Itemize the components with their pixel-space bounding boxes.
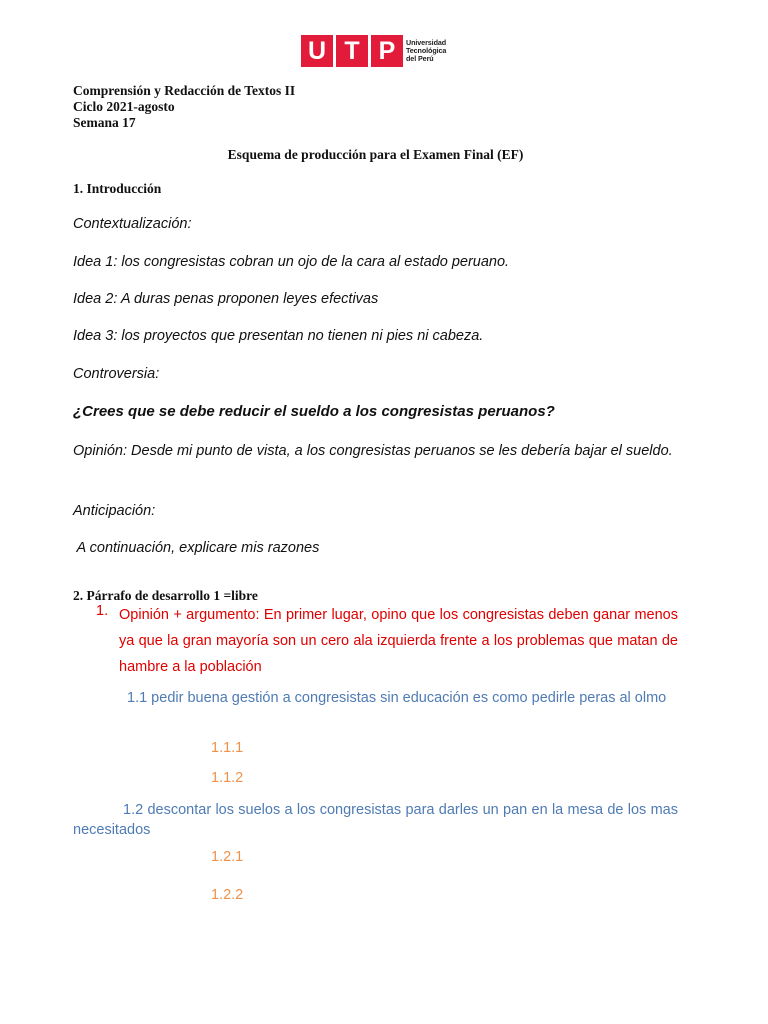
- course-header: [73, 83, 295, 131]
- controversy-question: ¿Crees que se debe reducir el sueldo a los congresistas peruanos?: [73, 403, 555, 420]
- continuation-text: A continuación, explicare mis razones: [73, 540, 320, 556]
- course-name: Comprensión y Redacción de Textos II: [73, 83, 296, 98]
- contextualizacion-label: Contextualización:: [73, 216, 192, 232]
- logo-letter-p: P: [371, 35, 403, 67]
- doc-title: Esquema de producción para el Examen Final (EF): [227, 147, 524, 162]
- subpoint-1-2-2: 1.2.2: [211, 887, 244, 903]
- subpoint-1-2: 1.2 descontar los suelos a los congresistas para darles un pan en la mesa de los mas necesitados: [73, 802, 678, 838]
- intro-heading: 1. Introducción: [73, 181, 162, 196]
- opinion-paragraph: Opinión: Desde mi punto de vista, a los congresistas peruanos se les debería bajar el sueldo.: [73, 443, 673, 459]
- subpoint-1-1: 1.1 pedir buena gestión a congresistas sin educación es como pedirle peras al olmo: [127, 690, 667, 706]
- course-cycle: Ciclo 2021-agosto: [73, 99, 175, 114]
- controversia-label: Controversia:: [73, 366, 160, 382]
- anticipacion-label: Anticipación:: [73, 503, 156, 519]
- logo-letter-u: U: [301, 35, 333, 67]
- list-item-number: 1.: [96, 603, 109, 619]
- idea-2: Idea 2: A duras penas proponen leyes efectivas: [73, 291, 379, 307]
- idea-1: Idea 1: los congresistas cobran un ojo de la cara al estado peruano.: [73, 254, 510, 270]
- logo-letter-t: T: [336, 35, 368, 67]
- logo-line-3: del Perú: [406, 54, 434, 64]
- logo-line-1: Universidad: [406, 38, 447, 47]
- utp-logo: [301, 35, 461, 67]
- subpoint-1-1-2: 1.1.2: [211, 770, 244, 786]
- course-week: Semana 17: [73, 115, 136, 130]
- development-heading: 2. Párrafo de desarrollo 1 =libre: [73, 588, 258, 603]
- subpoint-1-2-1: 1.2.1: [211, 849, 244, 865]
- logo-text: [406, 39, 446, 64]
- logo-line-2: Tecnológica: [406, 46, 447, 56]
- opinion-argument-text: Opinión + argumento: En primer lugar, opino que los congresistas deben ganar menos ya que la gran mayoría son un cero ala izquierda frente a los problemas que matan de hambre a la población: [119, 607, 678, 675]
- idea-3: Idea 3: los proyectos que presentan no tienen ni pies ni cabeza.: [73, 328, 484, 344]
- subpoint-1-1-1: 1.1.1: [211, 740, 244, 756]
